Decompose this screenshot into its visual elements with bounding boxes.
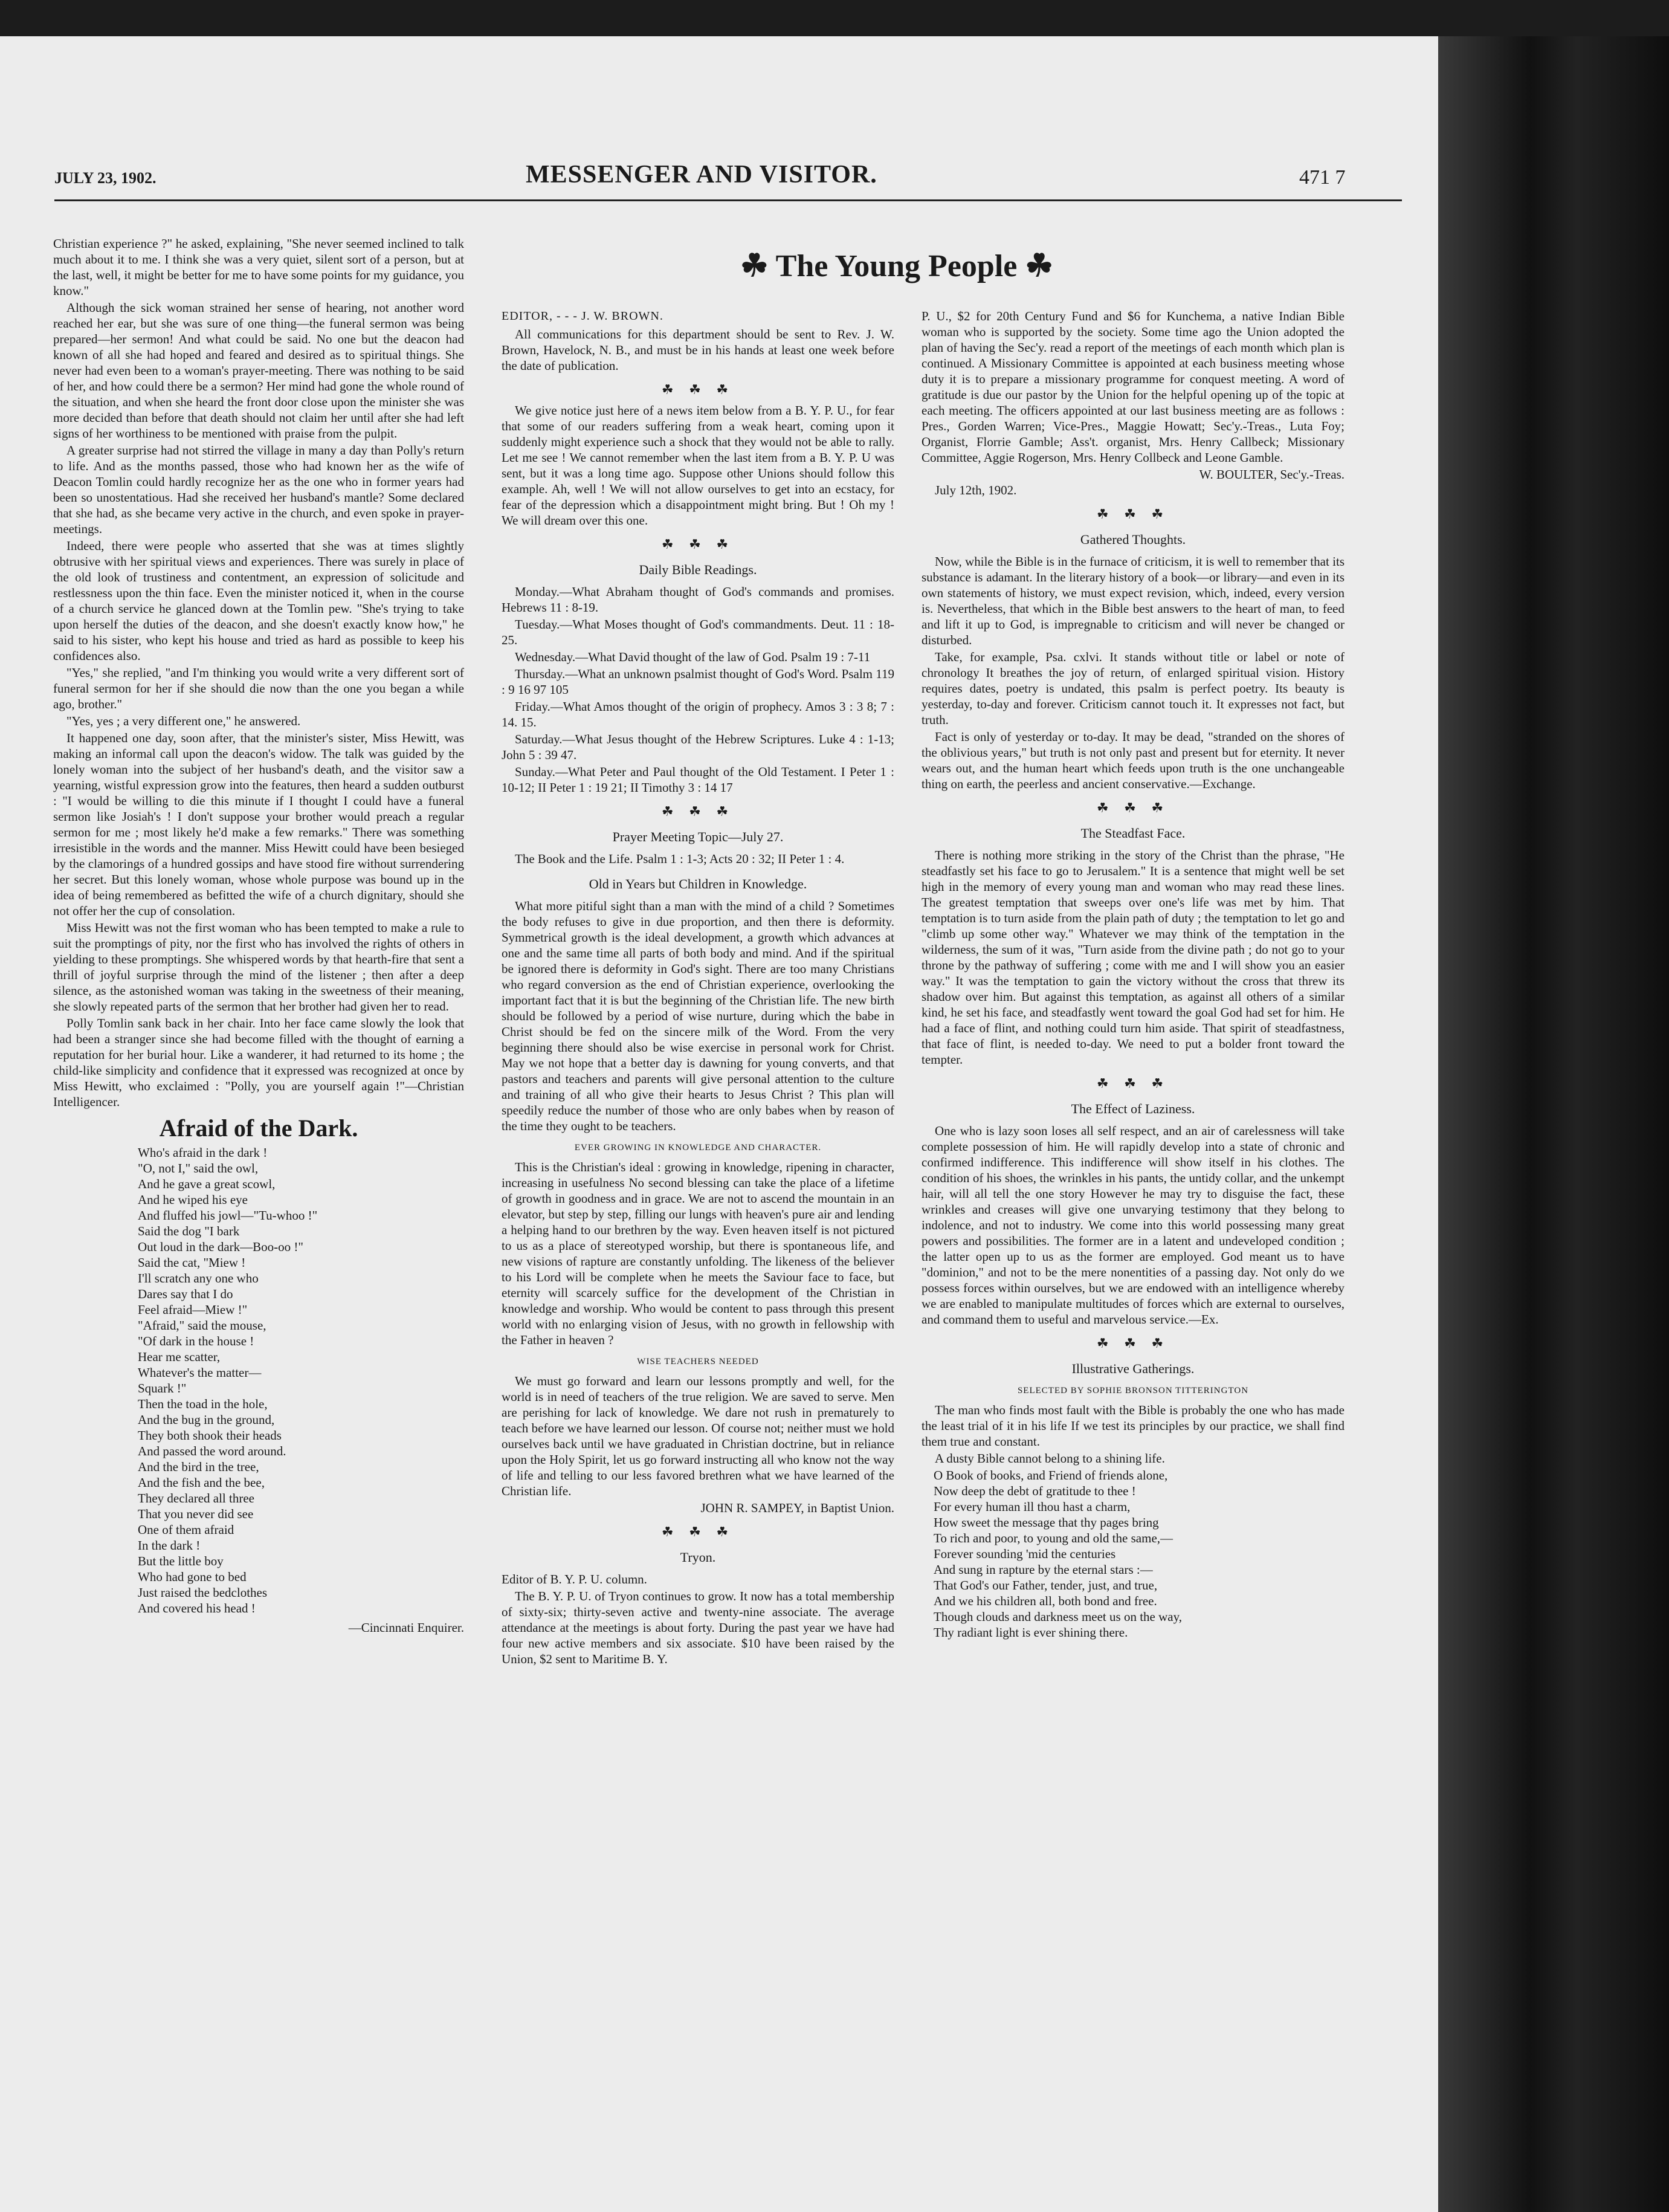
paragraph: Polly Tomlin sank back in her chair. Into her face came slowly the look that had been a stranger since she had become filled with the thought of earning a reputation for her burial hour. Like a wanderer, it had returned to its home ; the child-like simplicity and confidence that it expressed was recognized at once by Miss Hewitt, who exclaimed : "Polly, you are yourself again !"—Christian Intelligencer. [53,1016,464,1109]
paragraph: "Yes," she replied, "and I'm thinking you would write a very different sort of funeral sermon for her if she should die now than the one you began a while ago, brother." [53,665,464,711]
header-page-number: 471 7 [1299,166,1346,189]
poem-line: And we his children all, both bond and free. [934,1594,1157,1608]
reading-item: Saturday.—What Jesus thought of the Hebrew Scriptures. Luke 4 : 1-13; John 5 : 39 47. [502,732,894,762]
laziness-text: One who is lazy soon loses all self respect, and an air of carelessness will take complete possession of him. He will rapidly develop into a state of chronic and confirmed indifference. This indifference will show itself in his clothes. The condition of his shoes, the wrinkles in his pants, the untidy collar, and the unkempt hair, will all tell the one story However he may try to disguise the fact, these wrinkles and creases will give one unvarying testimony that they belong to indolence, and not to industry. We come into this world possessing many great powers and possibilities. The former are in a latent and undeveloped condition ; the latter open up to us as the former are employed. God meant us to have "dominion," and not to be the mere nonentities of a passing day. Not only do we possess forces within ourselves, but we are endowed with an intelligence whereby we are enabled to manipulate multitudes of forces which are external to ourselves, and command them to useful and marvelous service.—Ex. [922,1124,1345,1327]
prayer-title: Prayer Meeting Topic—July 27. [612,829,784,844]
poem-line: Said the dog "I bark [138,1224,240,1238]
poem-line: And he gave a great scowl, [138,1177,276,1191]
reading-item: Friday.—What Amos thought of the origin of prophecy. Amos 3 : 3 8; 7 : 14. 15. [502,699,894,729]
poem-line: Now deep the debt of gratitude to thee ! [934,1484,1136,1498]
readings-title: Daily Bible Readings. [639,562,757,577]
poem-line: To rich and poor, to young and old the same,— [934,1531,1173,1545]
poem-line: And the bird in the tree, [138,1460,259,1474]
column-3 [922,308,1345,1640]
growing-text: This is the Christian's ideal : growing in knowledge, ripening in character, increasing in usefulness No second blessing can take the place of a lifetime of growth in goodness and in grace. We are not to ascend the mountain in an elevator, but step by step, filling our lungs with heaven's pure air and lending a helping hand to our brethren by the way. Even heaven itself is not pictured to us as a place of stereotyped worship, but there is spontaneous life, and new visions of rapture are constantly unfolding. The likeness of the believer to his Lord will be complete when he meets the Saviour face to face, but eternity will scarcely suffice for the development of the Christian in knowledge and worship. Who would be content to pass through this present world with no enlarging vision of Jesus, with no growth in fellowship with the Father in heaven ? [502,1160,894,1347]
tryon-salute: Editor of B. Y. P. U. column. [502,1572,647,1586]
gathered-paragraph: Now, while the Bible is in the furnace of criticism, it is well to remember that its substance is adamant. In the literary history of a book—or library—and even in its own statements of history, we must expect revision, which, indeed, every version is. Nevertheless, that which in the Bible best answers to the heart of man, to feed and lift it up to God, is impregnable to criticism and will never be changed or disturbed. [922,554,1345,647]
old-in-years-title: Old in Years but Children in Knowledge. [589,876,807,891]
poem-line: Who's afraid in the dark ! [138,1145,268,1160]
teachers-source: JOHN R. SAMPEY, in Baptist Union. [700,1501,894,1515]
header-title: MESSENGER AND VISITOR. [526,161,877,189]
header-rule [54,199,1402,201]
editor-line: EDITOR, - - - J. W. BROWN. [502,309,663,323]
poem-line: But the little boy [138,1554,224,1568]
reading-item: Thursday.—What an unknown psalmist thought of God's Word. Psalm 119 : 9 16 97 105 [502,667,894,697]
teachers-title: WISE TEACHERS NEEDED [637,1357,759,1366]
poem-line: They both shook their heads [138,1428,282,1443]
paragraph: "Yes, yes ; a very different one," he answered. [66,714,301,728]
poem-line: For every human ill thou hast a charm, [934,1499,1131,1514]
gathered-paragraph: Fact is only of yesterday or to-day. It may be dead, "stranded on the shores of the oblivious years," but truth is not only past and present but for eternity. It never wears out, and the human heart which feeds upon truth is the one unchangeable thing on earth, the peerless and ancient conservative.—Exchange. [922,729,1345,791]
poem-line: And the fish and the bee, [138,1475,265,1490]
poem-line: Thy radiant light is ever shining there. [934,1625,1128,1640]
poem-line: "Of dark in the house ! [138,1334,254,1348]
dingbat-divider: ☘ ☘ ☘ [1096,800,1170,815]
reading-item: Sunday.—What Peter and Paul thought of the Old Testament. I Peter 1 : 10-12; II Peter 1 : 19 21; II Timothy 3 : 14 17 [502,765,894,795]
tryon-date: July 12th, 1902. [935,483,1017,497]
poem-line: How sweet the message that thy pages bring [934,1515,1159,1530]
tryon-continued: P. U., $2 for 20th Century Fund and $6 for Kunchema, a native Indian Bible woman who is supported by the society. Some time ago the Union adopted the plan of having the Sec'y. read a report of the meetings of each month which plan is continued. A Missionary Committee is appointed at each business meeting whose duty it is to prepare a missionary programme for conquest meeting. A word of gratitude is due our pastor by the Union for the helpful opening up of the topic at each meeting. The officers appointed at our last business meeting are as follows : Pres., Gorden Warren; Vice-Pres., Maggie Howatt; Sec'y.-Treas., Luta Foy; Organist, Florrie Gamble; Ass't. organist, Mrs. Henry Callbeck; Missionary Committee, Aggie Rogerson, Mrs. Henry Collbeck and Leone Gamble. [922,309,1345,465]
page-header [54,157,1402,205]
poem-line: Just raised the bedclothes [138,1585,268,1600]
poem-line: And covered his head ! [138,1601,256,1615]
paragraph: Indeed, there were people who asserted that she was at times slightly obtrusive with her spiritual views and experiences. There was surely in place of the old look of trustiness and contentment, an expression of solicitude and restlessness upon the thin face. Even the minister noticed it, when in the course of a church service he glanced down at the Tomlin pew. "She's trying to take upon herself the duties of the deacon, and she doesn't exactly know how," he said to his sister, who kept his house and tried as hard as possible to keep his confidences also. [53,538,464,663]
reading-item: Monday.—What Abraham thought of God's commands and promises. Hebrews 11 : 8-19. [502,584,894,615]
poem-line: In the dark ! [138,1538,201,1553]
illustrative-byline: SELECTED BY SOPHIE BRONSON TITTERINGTON [1017,1386,1249,1395]
old-in-years-text: What more pitiful sight than a man with the mind of a child ? Sometimes the body refuses to give in due proportion, and then there is deformity. Symmetrical growth is the ideal development, a growth which advances at one and the same time all parts of both body and mind. And if the spiritual be ignored there is deformity in God's sight. There are too many Christians who regard conversion as the end of Christian experience, overlooking the important fact that it is but the beginning of the Christian life. The new birth should be followed by a period of wise nurture, during which the babe in Christ should be fed on the sincere milk of the Word. From the very beginning there should also be wise exercise in personal work for Christ. May we not hope that a better day is dawning for young converts, and that pastors and teachers and parents will give personal attention to the culture and training of all who give their hearts to Jesus Christ ? This plan will speedily reduce the number of those who are only babes when by reason of the time they ought to be teachers. [502,899,894,1133]
illustrative-title: Illustrative Gatherings. [1071,1361,1195,1376]
reading-item: Tuesday.—What Moses thought of God's commandments. Deut. 11 : 18-25. [502,617,894,647]
tryon-signature: W. BOULTER, Sec'y.-Treas. [1199,467,1345,482]
dingbat-divider: ☘ ☘ ☘ [1096,1076,1170,1091]
poem-source: —Cincinnati Enquirer. [348,1620,464,1635]
dingbat-divider: ☘ ☘ ☘ [661,1524,735,1539]
poem-line: One of them afraid [138,1522,234,1537]
gathered-title: Gathered Thoughts. [1080,532,1186,547]
illustrative-paragraph: The man who finds most fault with the Bible is probably the one who has made the least trial of it in his life If we test its principles by our practice, we shall find them true and constant. [922,1403,1345,1449]
illustrative-paragraph: A dusty Bible cannot belong to a shining life. [935,1451,1165,1466]
gathered-paragraph: Take, for example, Psa. cxlvi. It stands without title or label or note of chronology It breathes the joy of return, of enlarged spiritual vision. History requires dates, poetry is undated, this psalm is perfect poetry. Its beauty is yesterday, to-day and forever. Criticism cannot touch it. It expresses not fact, but truth. [922,650,1345,727]
poem-line: Forever sounding 'mid the centuries [934,1547,1116,1561]
poem-line: Dares say that I do [138,1287,233,1301]
section-title: ☘ The Young People ☘ [740,249,1053,283]
dingbat-divider: ☘ ☘ ☘ [661,537,735,552]
steadfast-text: There is nothing more striking in the story of the Christ than the phrase, "He steadfastly set his face to go to Jerusalem." It is a sentence that might well be set high in the memory of every young man and woman who may read these lines. The greatest temptation that sweeps over one's life was met by him. That temptation is to turn aside from the plain path of duty ; the temptation to let go and "climb up some other way." Whatever we may think of the temptation in the wilderness, the sum of it was, "Turn aside from the divine path ; do not go to your throne by the pathway of suffering ; come with me and I will show you an easier way." It was the temptation to gain the victory without the cross that threw its shadow over him. But against this temptation, as against all others of a similar kind, he set his face, and steadfastly went toward the goal God had set for him. He had a face of flint, and nothing could turn him aside. That spirit of steadfastness, that face of flint, is needed to-day. We need to put a bolder front toward the tempter. [922,848,1345,1067]
column-1 [53,236,464,1635]
poem-line: And he wiped his eye [138,1192,248,1207]
poem [138,1145,464,1616]
poem-line: That you never did see [138,1507,254,1521]
dingbat-divider: ☘ ☘ ☘ [1096,506,1170,522]
paragraph: Although the sick woman strained her sense of hearing, not another word reached her ear, but she was sure of one thing—the funeral sermon was being prepared—her sermon! And what could be said. No one but the deacon had known of all she had hoped and feared and desired as to spiritual things. She never had even been to a woman's prayer-meeting. There was nothing to be said of her, and how could there be a sermon? Her mind had gone the whole round of the situation, and when she heard the front door close upon the minister she was more decided than before that death should not claim her until after she had left signs of her worthiness to be mentioned with praise from the pulpit. [53,300,464,441]
poem-line: And passed the word around. [138,1444,286,1458]
steadfast-title: The Steadfast Face. [1080,826,1186,841]
prayer-text: The Book and the Life. Psalm 1 : 1-3; Acts 20 : 32; II Peter 1 : 4. [515,852,845,866]
poem-line: O Book of books, and Friend of friends alone, [934,1468,1168,1483]
poem-line: And sung in rapture by the eternal stars :— [934,1562,1153,1577]
column-2 [502,308,894,1668]
laziness-title: The Effect of Laziness. [1071,1101,1195,1116]
poem-line: Though clouds and darkness meet us on the way, [934,1609,1182,1624]
poem-line: I'll scratch any one who [138,1271,259,1285]
dingbat-divider: ☘ ☘ ☘ [661,382,735,397]
poem-line: Feel afraid—Miew !" [138,1302,248,1317]
paragraph: Christian experience ?" he asked, explaining, "She never seemed inclined to talk much about it to me. I think she was a very quiet, silent sort of a person, but at the last, well, it might be better for me to have some points for my guidance, you know." [53,236,464,298]
teachers-text: We must go forward and learn our lessons promptly and well, for the world is in need of teachers of the true religion. We are saved to serve. Men are perishing for lack of knowledge. We dare not rush in prematurely to teach before we have learned our lesson. Of course not; neither must we hold ourselves back until we have graduated in Christian doctrine, but in reliance upon the Holy Spirit, let us go forward instructing all who know not the way of life and telling to our less favored brethren what we have learned of the Christian life. [502,1374,894,1498]
paragraph: Miss Hewitt was not the first woman who has been tempted to make a rule to suit the promptings of pity, nor the first who has involved the rights of others in yielding to these promptings. She whispered words by that hearth-fire that sent a thrill of joyful surprise through the mind of the listener ; then after a deep silence, as the astonished woman was taking in the sweetness of their meaning, she slowly repeated parts of the sermon that her brother had given her to read. [53,920,464,1014]
tryon-text: The B. Y. P. U. of Tryon continues to grow. It now has a total membership of sixty-six; thirty-seven active and twenty-nine associate. The average attendance at the meetings is about forty. During the past year we have had four new active members and six associate. $10 have been raised by the Union, $2 sent to Maritime B. Y. [502,1589,894,1666]
poem-line: Whatever's the matter— [138,1365,262,1380]
poem-line: "O, not I," said the owl, [138,1161,259,1176]
newspaper-page [0,36,1438,2212]
reading-item: Wednesday.—What David thought of the law of God. Psalm 19 : 7-11 [515,650,871,664]
dingbat-divider: ☘ ☘ ☘ [661,804,735,819]
poem-line: Then the toad in the hole, [138,1397,268,1411]
poem-line: Squark !" [138,1381,187,1395]
poem-line: They declared all three [138,1491,254,1505]
book-spine [1438,36,1669,2212]
communications-notice: All communications for this department should be sent to Rev. J. W. Brown, Havelock, N. B., and must be in his hands at least one week before the date of publication. [502,327,894,373]
growing-title: EVER GROWING IN KNOWLEDGE AND CHARACTER. [574,1143,822,1153]
poem-line: And fluffed his jowl—"Tu-whoo !" [138,1208,318,1223]
poem-line: That God's our Father, tender, just, and true, [934,1578,1158,1593]
paragraph: It happened one day, soon after, that the minister's sister, Miss Hewitt, was making an informal call upon the deacon's widow. The talk was guided by the lonely woman into the subject of her husband's death, and the visitor saw a yearning, wistful expression grow into the features, then heard a sudden outburst : "I would be willing to die this minute if I thought I could have a funeral sermon like Josiah's ! I don't suppose your brother would preach a regular sermon for me ; most likely he'd make a few remarks." There was something irresistible in the words and the manner. Miss Hewitt could have been besieged by the clamorings of a hundred gossips and have stood fire without surrendering her secret. But this lonely woman, whose whole purpose was bound up in the idea of being remembered as befitted the wife of a church dignitary, should she not offer her the cup of consolation. [53,731,464,918]
poem-line: Hear me scatter, [138,1350,221,1364]
illustrative-poem [934,1467,1345,1640]
poem-title: Afraid of the Dark. [159,1114,358,1142]
dingbat-divider: ☘ ☘ ☘ [1096,1336,1170,1351]
poem-line: "Afraid," said the mouse, [138,1318,266,1333]
poem-line: Said the cat, "Miew ! [138,1255,246,1270]
news-notice: We give notice just here of a news item below from a B. Y. P. U., for fear that some of our readers suffering from a weak heart, coming upon it suddenly might experience such a shock that they would not be able to rally. Let me see ! We cannot remember when the last item from a B. Y. P. U was sent, but it was a long time ago. Suppose other Unions should follow this example. Ah, well ! We will not allow ourselves to get into an ecstacy, for fear of the depression which a disappointment might bring. But ! Oh my ! We will dream over this one. [502,403,894,528]
tryon-title: Tryon. [680,1550,716,1565]
poem-line: Who had gone to bed [138,1570,247,1584]
poem-line: And the bug in the ground, [138,1412,275,1427]
paragraph: A greater surprise had not stirred the village in many a day than Polly's return to life. And as the months passed, those who had known her as the wife of Deacon Tomlin could hardly recognize her as the one who in former years had been so unostentatious. Had she received her husband's mantle? Some declared that she had, as she became very active in the church, and even spoke in prayer-meetings. [53,443,464,536]
poem-line: Out loud in the dark—Boo-oo !" [138,1240,303,1254]
header-date: JULY 23, 1902. [54,169,157,187]
